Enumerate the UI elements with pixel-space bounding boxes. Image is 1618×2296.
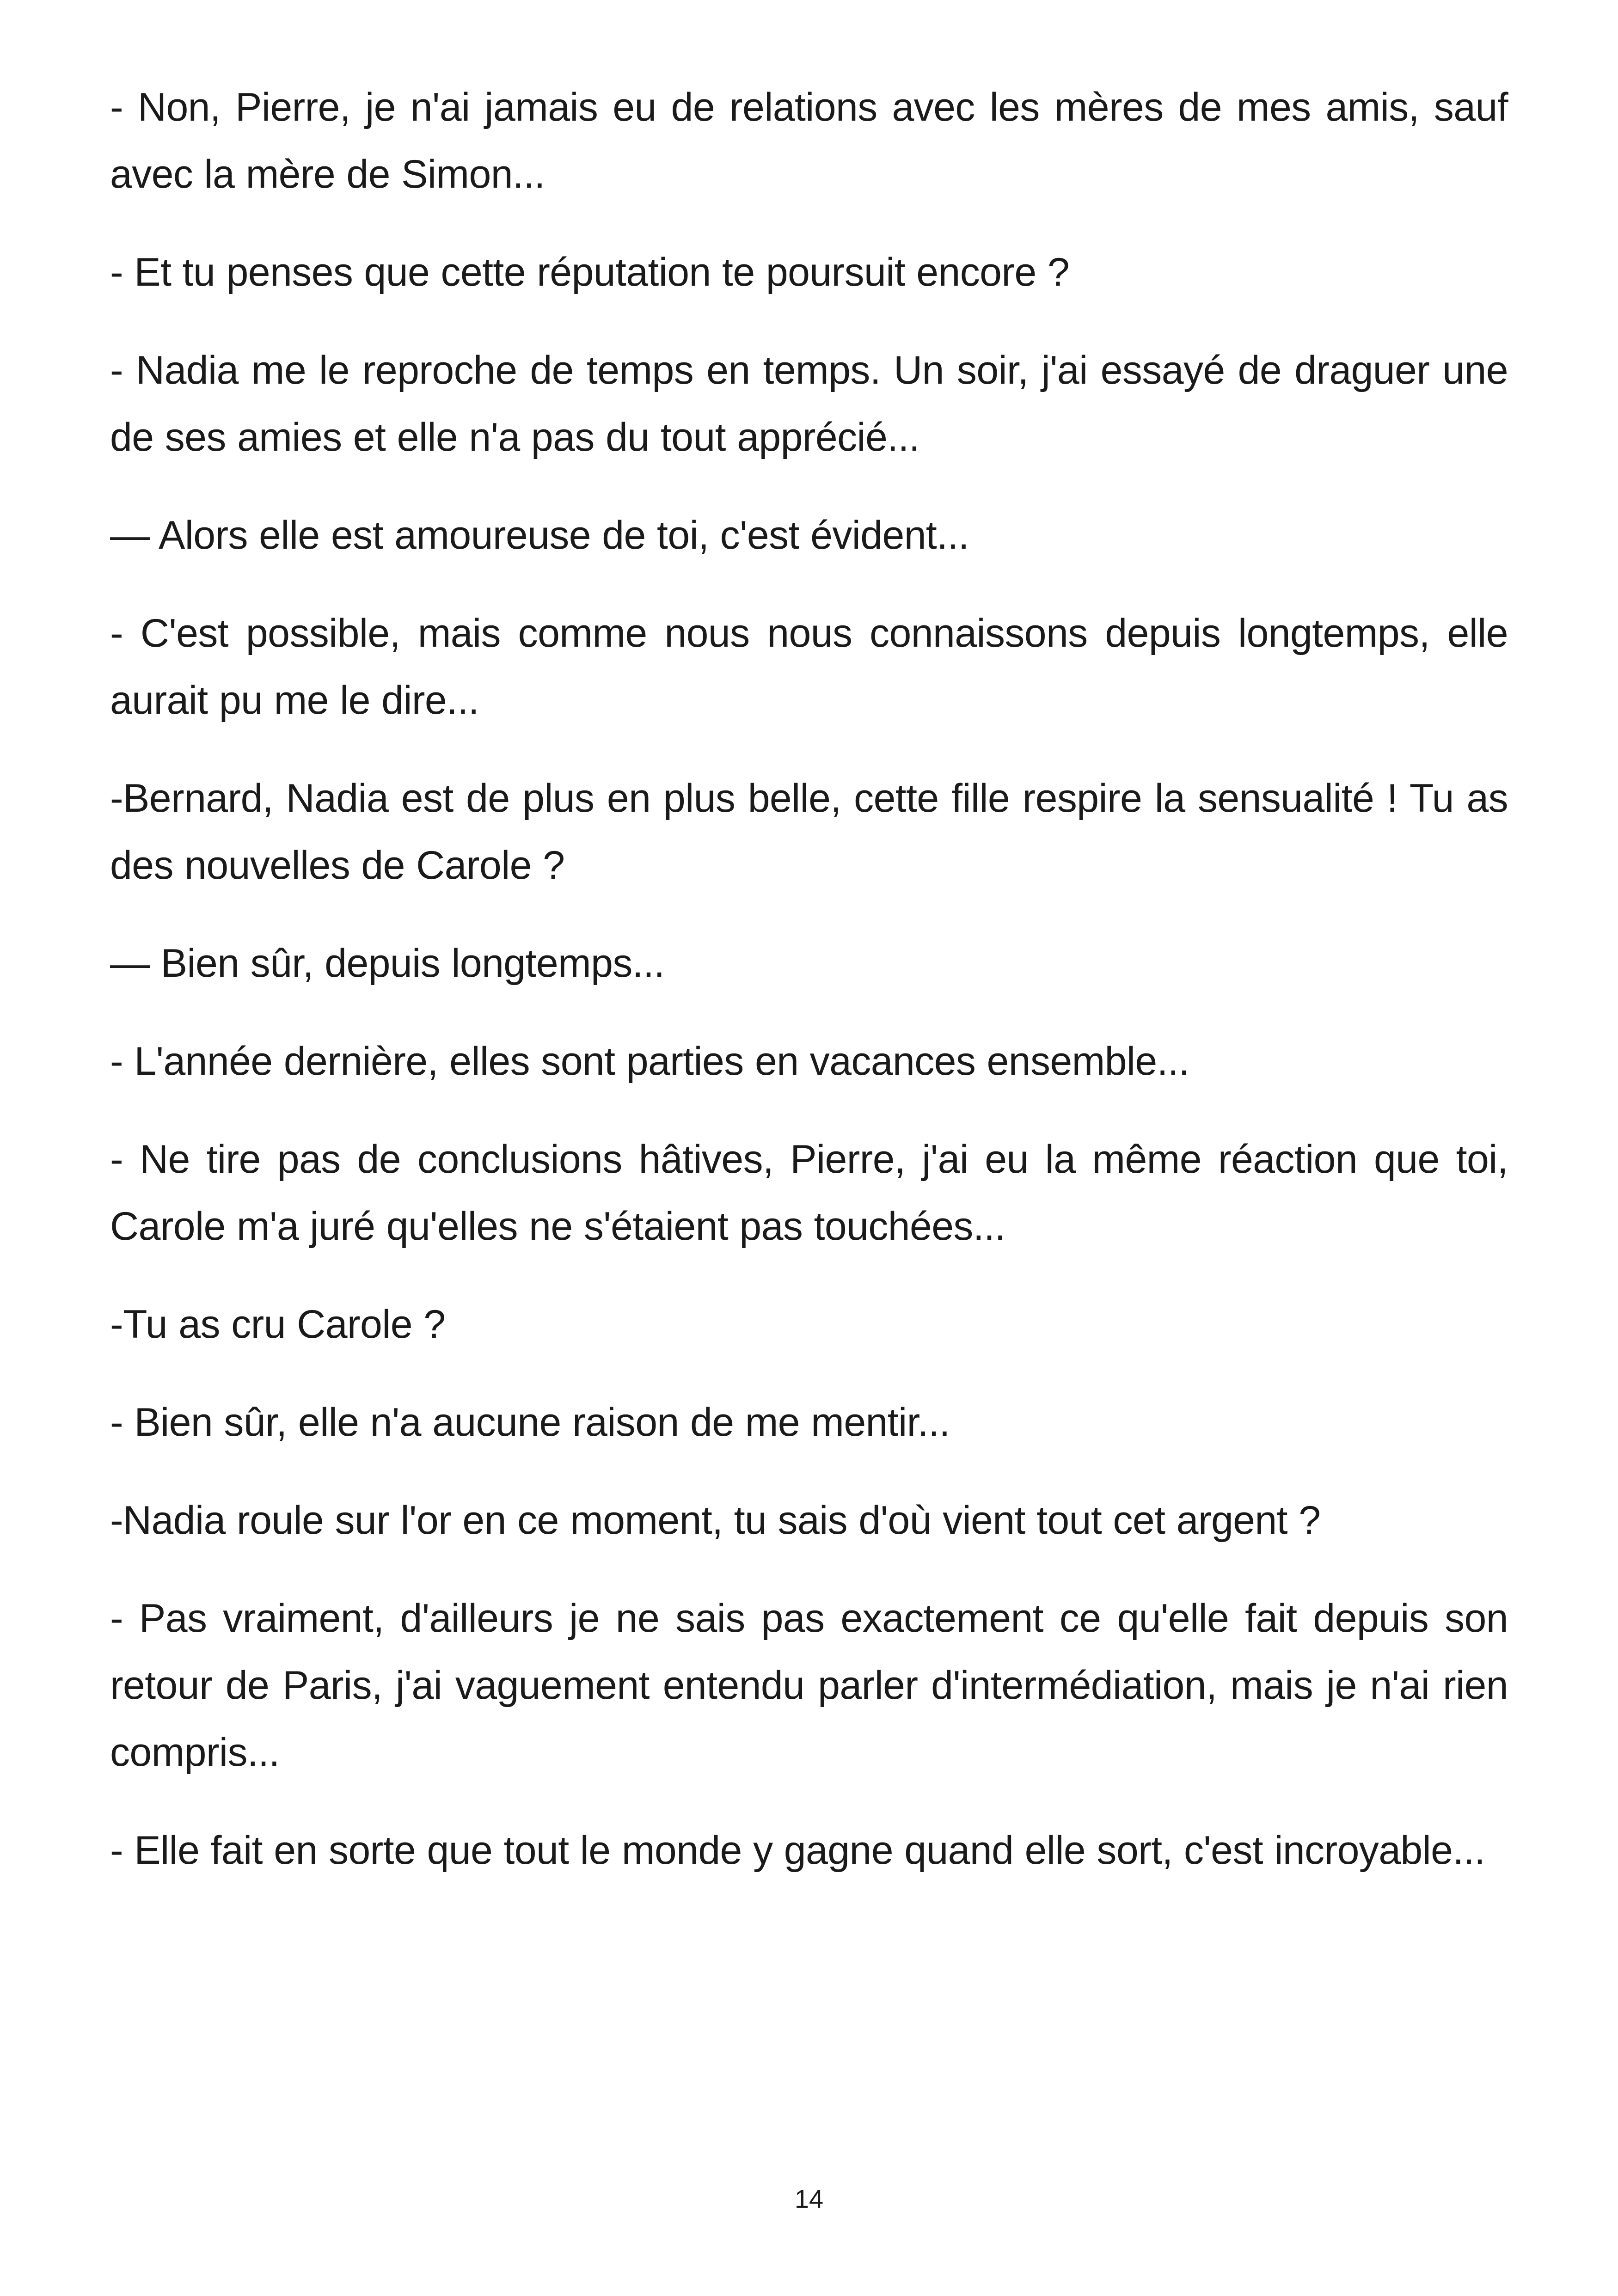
paragraph: - C'est possible, mais comme nous nous connaissons depuis longtemps, elle aurait pu me le dire... bbox=[110, 611, 1508, 722]
paragraph: - L'année dernière, elles sont parties en vacances ensemble... bbox=[110, 1039, 1189, 1084]
paragraph: - Et tu penses que cette réputation te poursuit encore ? bbox=[110, 250, 1070, 294]
paragraph: - Non, Pierre, je n'ai jamais eu de relations avec les mères de mes amis, sauf avec la mère de Simon... bbox=[110, 85, 1508, 196]
paragraph: - Ne tire pas de conclusions hâtives, Pierre, j'ai eu la même réaction que toi, Carole m'a juré qu'elles ne s'étaient pas touchées... bbox=[110, 1137, 1508, 1249]
paragraph: - Pas vraiment, d'ailleurs je ne sais pas exactement ce qu'elle fait depuis son retour de Paris, j'ai vaguement entendu parler d'intermédiation, mais je n'ai rien compris... bbox=[110, 1596, 1508, 1775]
paragraph: — Alors elle est amoureuse de toi, c'est évident... bbox=[110, 513, 969, 557]
paragraph: — Bien sûr, depuis longtemps... bbox=[110, 941, 665, 986]
page-number: 14 bbox=[794, 2184, 824, 2213]
paragraph: -Bernard, Nadia est de plus en plus belle, cette fille respire la sensualité ! Tu as des nouvelles de Carole ? bbox=[110, 776, 1508, 888]
paragraph: - Nadia me le reproche de temps en temps. Un soir, j'ai essayé de draguer une de ses amies et elle n'a pas du tout apprécié... bbox=[110, 348, 1508, 459]
paragraph: -Tu as cru Carole ? bbox=[110, 1302, 446, 1347]
paragraph: - Bien sûr, elle n'a aucune raison de me mentir... bbox=[110, 1400, 950, 1445]
page-body bbox=[110, 74, 1508, 1915]
paragraph: -Nadia roule sur l'or en ce moment, tu sais d'où vient tout cet argent ? bbox=[110, 1498, 1321, 1543]
paragraph: - Elle fait en sorte que tout le monde y gagne quand elle sort, c'est incroyable... bbox=[110, 1828, 1485, 1873]
